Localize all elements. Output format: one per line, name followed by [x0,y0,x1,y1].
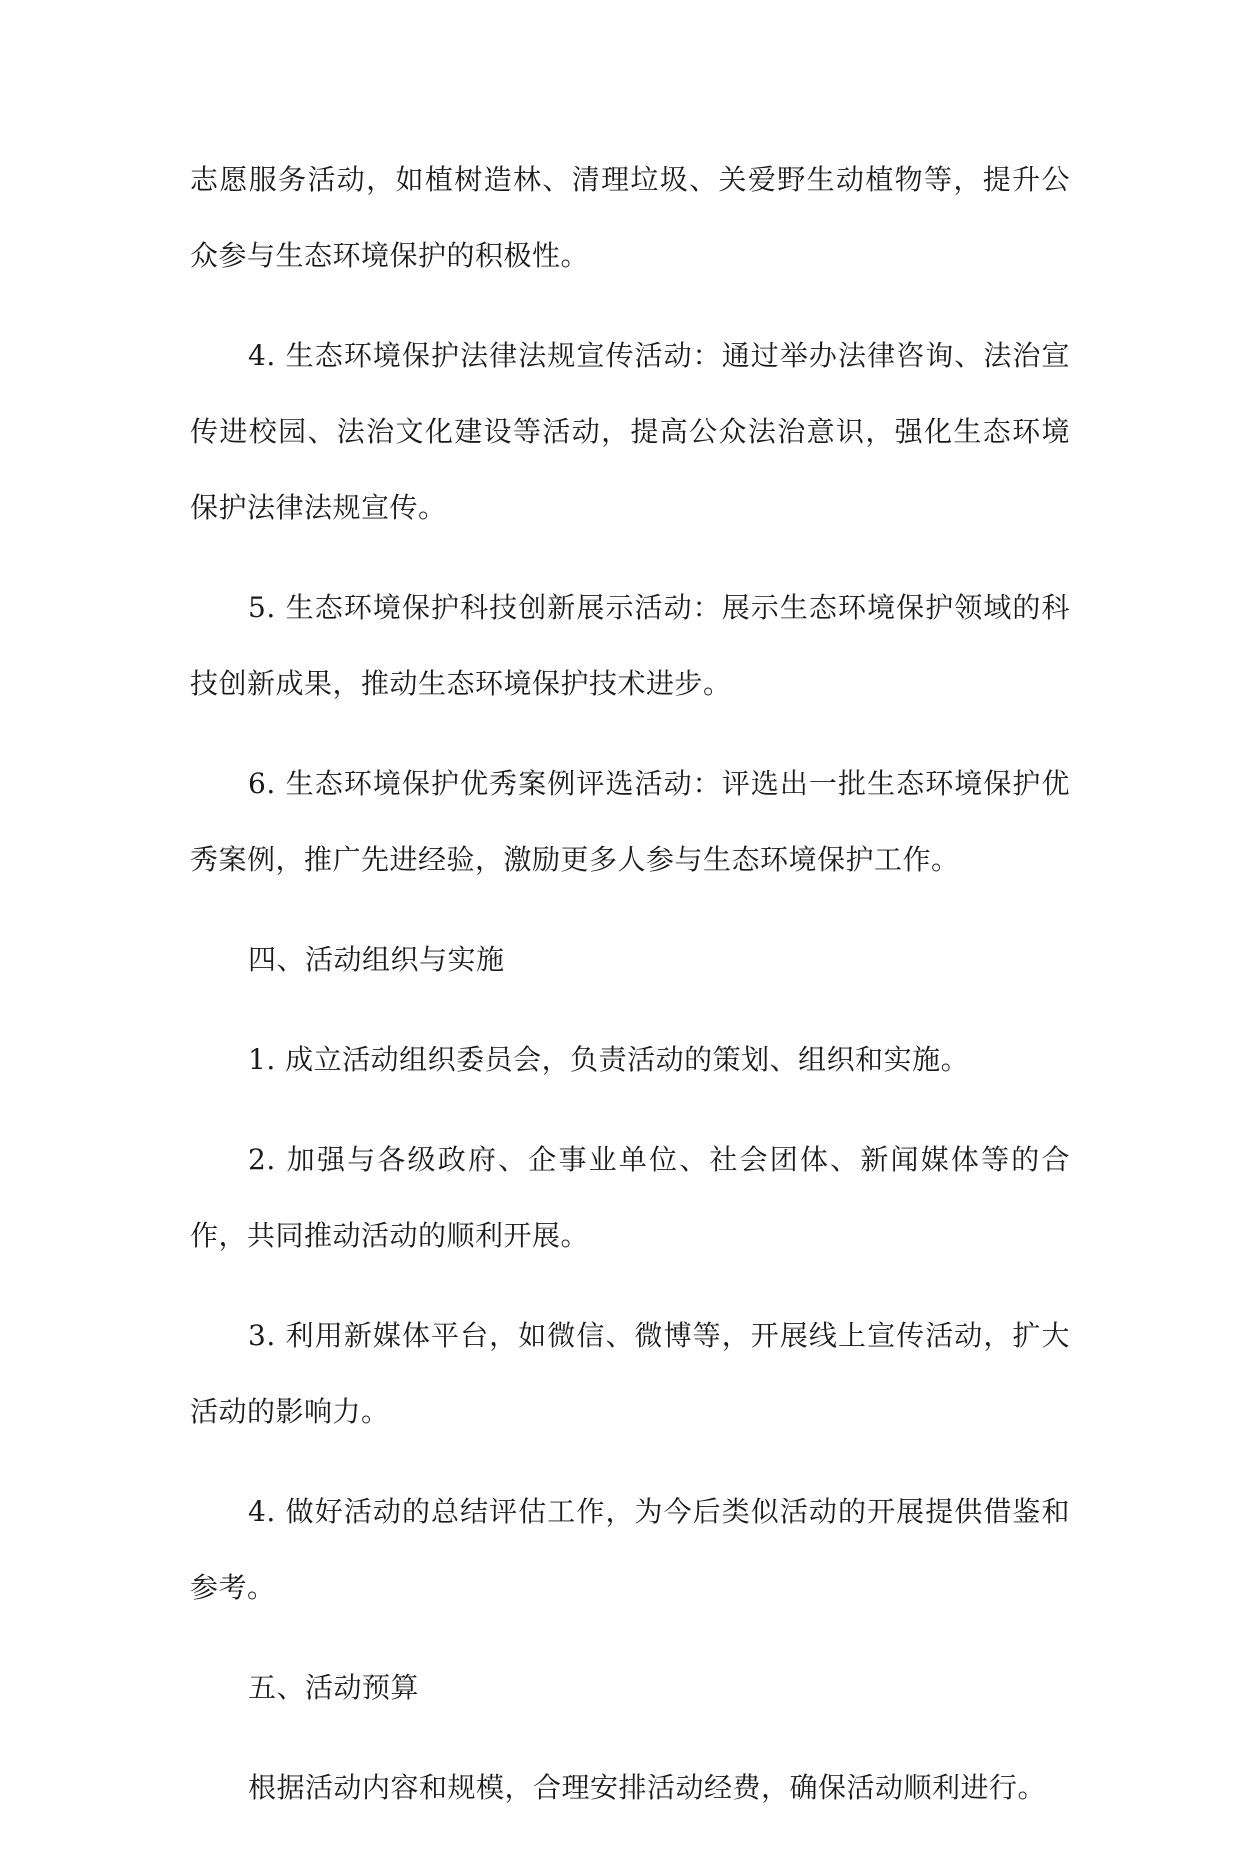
paragraph-org-item-3: 3. 利用新媒体平台，如微信、微博等，开展线上宣传活动，扩大活动的影响力。 [190,1319,1070,1428]
section-heading-organization: 四、活动组织与实施 [248,943,505,976]
paragraph-item-4-law-promotion: 4. 生态环境保护法律法规宣传活动：通过举办法律咨询、法治宣传进校园、法治文化建设等活动，提高公众法治意识，强化生态环境保护法律法规宣传。 [190,339,1070,524]
section-heading-budget: 五、活动预算 [248,1671,420,1704]
paragraph-item-6-case-selection: 6. 生态环境保护优秀案例评选活动：评选出一批生态环境保护优秀案例，推广先进经验，激励更多人参与生态环境保护工作。 [190,767,1070,876]
paragraph-org-item-2: 2. 加强与各级政府、企事业单位、社会团体、新闻媒体等的合作，共同推动活动的顺利开展。 [190,1143,1070,1252]
paragraph-item-5-tech-innovation: 5. 生态环境保护科技创新展示活动：展示生态环境保护领域的科技创新成果，推动生态环境保护技术进步。 [190,591,1070,700]
document-body [190,142,1070,1850]
paragraph-volunteer-continuation: 志愿服务活动，如植树造林、清理垃圾、关爱野生动植物等，提升公众参与生态环境保护的积极性。 [190,163,1070,272]
paragraph-org-item-1: 1. 成立活动组织委员会，负责活动的策划、组织和实施。 [248,1043,970,1076]
paragraph-budget: 根据活动内容和规模，合理安排活动经费，确保活动顺利进行。 [248,1771,1047,1804]
paragraph-org-item-4: 4. 做好活动的总结评估工作，为今后类似活动的开展提供借鉴和参考。 [190,1495,1070,1604]
